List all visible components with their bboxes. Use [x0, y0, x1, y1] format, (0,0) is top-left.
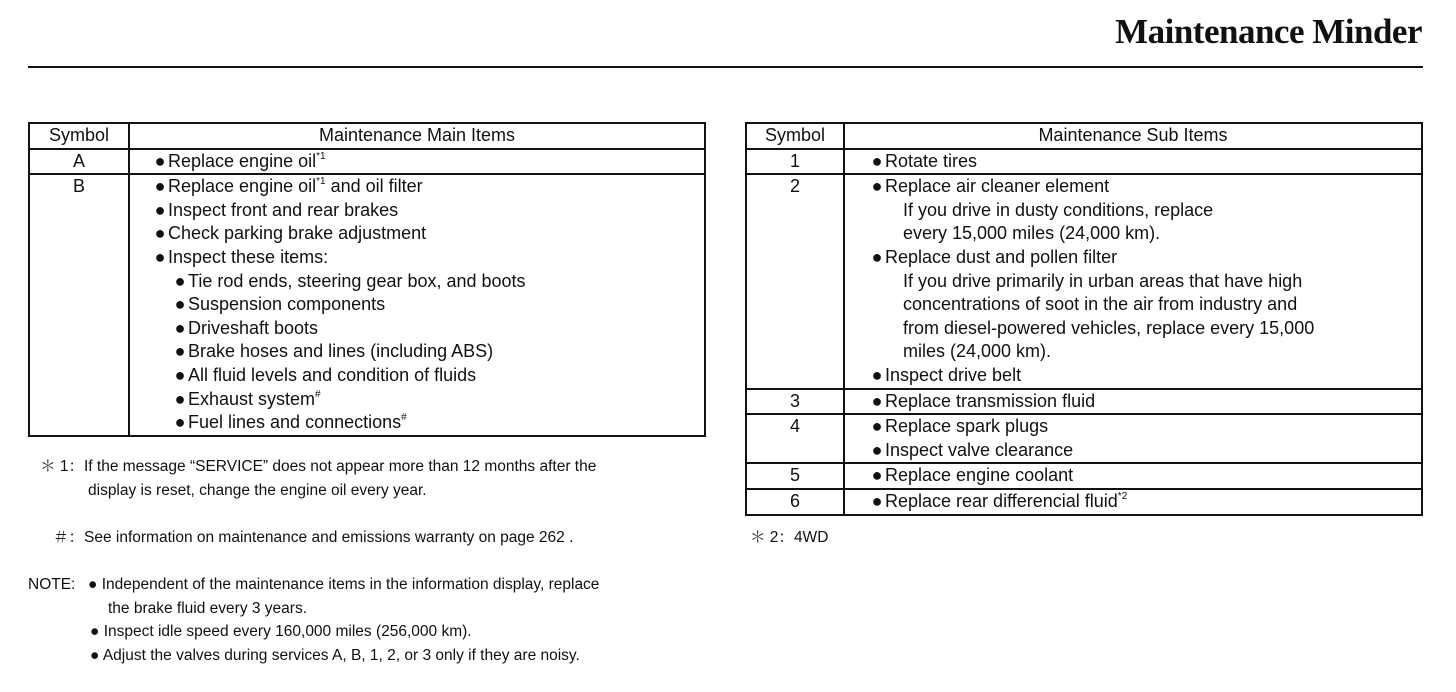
note-item: Inspect idle speed every 160,000 miles (256,000 km). — [103, 623, 472, 641]
bullet-icon: ● — [871, 439, 883, 460]
sub-header-symbol: Symbol — [746, 123, 844, 149]
list-item: ● Replace engine oil$^{*1}$ — [130, 150, 704, 174]
list-item: ● Replace air cleaner element — [845, 175, 1421, 199]
bullet-icon: ● — [174, 364, 186, 385]
list-item: ● Check parking brake adjustment — [130, 222, 704, 246]
table-row — [746, 463, 1422, 489]
row-items — [844, 414, 1422, 463]
bullet-icon: ● — [90, 623, 100, 641]
title-underline — [28, 66, 1423, 68]
bullet-icon: ● — [871, 176, 883, 197]
note-label: NOTE: — [28, 576, 76, 593]
table-row — [746, 489, 1422, 515]
item-note: concentrations of soot in the air from industry and — [903, 294, 1298, 315]
bullet-icon: ● — [871, 390, 883, 411]
item-note: every 15,000 miles (24,000 km). — [903, 223, 1161, 244]
row-symbol: 5 — [746, 463, 844, 489]
list-item: ● Replace engine oil$^{*1}$ and oil filter — [130, 175, 704, 199]
maintenance-main-items-table — [28, 122, 706, 437]
note-item-cont: the brake fluid every 3 years. — [108, 599, 308, 617]
page-title: Maintenance Minder — [1115, 12, 1422, 51]
bullet-icon: ● — [90, 646, 100, 664]
sub-list-item: ● Suspension components — [130, 293, 704, 317]
footnote-1-text: If the message “SERVICE” does not appear more than 12 months after the — [84, 458, 597, 475]
sub-list-item: ● Driveshaft boots — [130, 317, 704, 341]
bullet-icon: ● — [154, 223, 166, 244]
maintenance-sub-items-table — [745, 122, 1423, 516]
bullet-icon: ● — [174, 341, 186, 362]
bullet-icon: ● — [174, 317, 186, 338]
row-symbol: A — [29, 149, 129, 175]
footnote-1-text-cont: display is reset, change the engine oil every year. — [88, 481, 427, 499]
list-item: ● Rotate tires — [845, 150, 1421, 174]
row-items — [129, 149, 705, 175]
footnote-2-text: 4WD — [793, 529, 829, 546]
bullet-icon: ● — [871, 364, 883, 385]
table-row — [746, 174, 1422, 388]
bullet-icon: ● — [154, 246, 166, 267]
note-item: Independent of the maintenance items in the information display, replace — [101, 576, 600, 593]
footnote-2 — [750, 526, 828, 550]
row-symbol: 1 — [746, 149, 844, 175]
list-item: ● Replace rear differencial fluid$^{*2}$ — [845, 490, 1421, 514]
list-item: ● Replace engine coolant — [845, 464, 1421, 488]
table-row — [29, 149, 705, 175]
bullet-icon: ● — [154, 150, 166, 171]
list-item: ● Inspect valve clearance — [845, 439, 1421, 463]
sub-list-item: ● Fuel lines and connections# — [130, 411, 704, 435]
list-item: ● Replace spark plugs — [845, 415, 1421, 439]
list-item: ● Replace transmission fluid — [845, 390, 1421, 414]
main-header-symbol: Symbol — [29, 123, 129, 149]
sub-list-item: ● All fluid levels and condition of fluids — [130, 364, 704, 388]
row-items — [129, 174, 705, 436]
main-header-items: Maintenance Main Items — [129, 123, 705, 149]
sub-list-item: ● Brake hoses and lines (including ABS) — [130, 340, 704, 364]
sub-header-items: Maintenance Sub Items — [844, 123, 1422, 149]
row-items — [844, 489, 1422, 515]
bullet-icon: ● — [871, 246, 883, 267]
bullet-icon: ● — [871, 416, 883, 437]
note-item: Adjust the valves during services A, B, 1, 2, or 3 only if they are noisy. — [102, 646, 580, 664]
row-items — [844, 389, 1422, 415]
bullet-icon: ● — [154, 176, 166, 197]
list-item: ● Inspect these items: — [130, 246, 704, 270]
table-row — [746, 389, 1422, 415]
bullet-icon: ● — [154, 199, 166, 220]
bullet-icon: ● — [174, 412, 186, 433]
row-symbol: B — [29, 174, 129, 436]
row-symbol: 4 — [746, 414, 844, 463]
footnote-2-mark: ＊ 2： — [750, 529, 794, 546]
bullet-icon: ● — [174, 270, 186, 291]
list-item: ● Inspect front and rear brakes — [130, 199, 704, 223]
footnote-hash-text: See information on maintenance and emissions warranty on page 262 . — [84, 529, 574, 546]
table-row — [29, 174, 705, 436]
bullet-icon: ● — [174, 294, 186, 315]
sub-list-item: ● Exhaust system# — [130, 388, 704, 412]
item-note: If you drive in dusty conditions, replace — [903, 199, 1214, 220]
row-items — [844, 174, 1422, 388]
note-section — [28, 573, 599, 667]
footnote-1-mark: ＊ 1： — [40, 458, 84, 475]
row-items — [844, 149, 1422, 175]
item-note: If you drive primarily in urban areas that have high — [903, 270, 1303, 291]
table-row — [746, 414, 1422, 463]
table-row — [746, 149, 1422, 175]
sub-list-item: ● Tie rod ends, steering gear box, and boots — [130, 270, 704, 294]
row-symbol: 3 — [746, 389, 844, 415]
row-items — [844, 463, 1422, 489]
footnote-1 — [28, 455, 596, 502]
bullet-icon: ● — [871, 490, 883, 511]
bullet-icon: ● — [174, 388, 186, 409]
footnote-hash — [28, 526, 573, 550]
list-item: ● Inspect drive belt — [845, 364, 1421, 388]
bullet-icon: ● — [871, 465, 883, 486]
item-note: miles (24,000 km). — [903, 341, 1052, 362]
bullet-icon: ● — [871, 150, 883, 171]
footnote-hash-mark: ＃： — [52, 529, 84, 546]
list-item: ● Replace dust and pollen filter — [845, 246, 1421, 270]
item-note: from diesel-powered vehicles, replace every 15,000 — [903, 317, 1315, 338]
bullet-icon: ● — [88, 576, 98, 593]
row-symbol: 6 — [746, 489, 844, 515]
row-symbol: 2 — [746, 174, 844, 388]
